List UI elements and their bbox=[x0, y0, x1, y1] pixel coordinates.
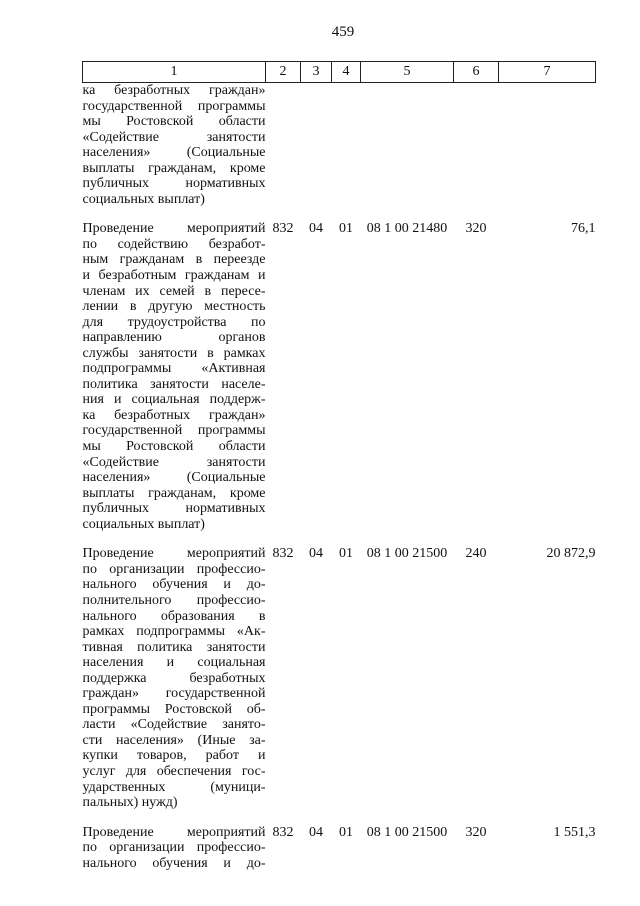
description-line: выплаты гражданам, кроме bbox=[82, 160, 266, 176]
header-col-1: 1 bbox=[83, 62, 266, 83]
cell-section bbox=[301, 83, 332, 208]
description-line: нального обучения и до- bbox=[82, 855, 266, 871]
description-line: социальных выплат) bbox=[82, 191, 205, 207]
description-line: поддержка безработных bbox=[82, 670, 266, 686]
cell-target-code: 08 1 00 21480 bbox=[366, 221, 448, 237]
row-description bbox=[83, 221, 266, 532]
cell-ministry: 832 bbox=[272, 546, 294, 562]
description-line: политика занятости населе- bbox=[82, 376, 266, 392]
description-line: граждан» государственной bbox=[82, 686, 266, 702]
row-gap-cell bbox=[83, 207, 596, 221]
header-col-4: 4 bbox=[332, 62, 361, 83]
description-line: по организации профессио- bbox=[82, 840, 266, 856]
cell-target-code: 08 1 00 21500 bbox=[366, 546, 448, 562]
description-line: программы Ростовской об- bbox=[82, 701, 266, 717]
table-header-row bbox=[83, 62, 596, 83]
description-line: «Содействие занятости bbox=[82, 454, 266, 470]
description-line: купки товаров, работ и bbox=[82, 748, 266, 764]
cell-amount bbox=[499, 83, 596, 208]
description-line: сти населения» (Иные за- bbox=[82, 732, 266, 748]
cell-section: 04 bbox=[309, 824, 323, 840]
description-line: нального образования в bbox=[82, 608, 266, 624]
row-description bbox=[83, 825, 266, 872]
header-col-2: 2 bbox=[266, 62, 301, 83]
cell-expense-type: 240 bbox=[465, 546, 487, 562]
description-line: ным гражданам в переезде bbox=[82, 252, 266, 268]
description-line: населения» (Социальные bbox=[82, 145, 266, 161]
description-line: полнительного профессио- bbox=[82, 592, 266, 608]
description-line: ка безработных граждан» bbox=[82, 407, 266, 423]
description-line: направлению органов bbox=[82, 330, 266, 346]
description-line: нального обучения и до- bbox=[82, 577, 266, 593]
description-line: населения» (Социальные bbox=[82, 470, 266, 486]
row-gap bbox=[83, 207, 596, 221]
description-line: пальных) нужд) bbox=[82, 795, 178, 811]
description-line: рамках подпрограммы «Ак- bbox=[82, 624, 266, 640]
row-description bbox=[83, 546, 266, 810]
page-number: 459 bbox=[331, 24, 355, 40]
header-col-5: 5 bbox=[361, 62, 454, 83]
description-line: государственной программы bbox=[82, 98, 266, 114]
table-row bbox=[83, 221, 596, 532]
cell-target-code bbox=[361, 83, 454, 208]
description-line: Проведение мероприятий bbox=[82, 221, 266, 237]
row-gap-cell bbox=[83, 811, 596, 825]
description-line: мы Ростовской области bbox=[82, 114, 266, 130]
description-line: и безработным гражданам и bbox=[82, 268, 266, 284]
description-line: Проведение мероприятий bbox=[82, 546, 266, 562]
header-col-6: 6 bbox=[454, 62, 499, 83]
header-col-7: 7 bbox=[499, 62, 596, 83]
cell-expense-type bbox=[454, 83, 499, 208]
table-row bbox=[83, 546, 596, 810]
cell-target-code: 08 1 00 21500 bbox=[366, 824, 448, 840]
description-line: ка безработных граждан» bbox=[82, 83, 266, 98]
description-line: ния и социальная поддерж- bbox=[82, 392, 266, 408]
description-line: выплаты гражданам, кроме bbox=[82, 485, 266, 501]
description-line: государственной программы bbox=[82, 423, 266, 439]
cell-amount: 76,1 bbox=[571, 221, 596, 237]
description-line: для трудоустройства по bbox=[82, 314, 266, 330]
description-line: подпрограммы «Активная bbox=[82, 361, 266, 377]
cell-subsection: 01 bbox=[339, 824, 353, 840]
cell-subsection: 01 bbox=[339, 221, 353, 237]
description-line: по организации профессио- bbox=[82, 561, 266, 577]
cell-section: 04 bbox=[309, 546, 323, 562]
description-line: Проведение мероприятий bbox=[82, 824, 266, 840]
description-line: ласти «Содействие занято- bbox=[82, 717, 266, 733]
row-description bbox=[83, 83, 266, 208]
cell-subsection bbox=[332, 83, 361, 208]
description-line: мы Ростовской области bbox=[82, 439, 266, 455]
description-line: услуг для обеспечения гос- bbox=[82, 763, 266, 779]
description-line: службы занятости в рамках bbox=[82, 345, 266, 361]
row-gap-cell bbox=[83, 532, 596, 546]
table-row bbox=[83, 83, 596, 208]
table-row bbox=[83, 825, 596, 872]
description-line: социальных выплат) bbox=[82, 516, 205, 532]
row-gap bbox=[83, 811, 596, 825]
budget-table bbox=[82, 61, 596, 871]
description-line: ударственных (муници- bbox=[82, 779, 266, 795]
cell-section: 04 bbox=[309, 221, 323, 237]
table-body bbox=[83, 83, 596, 872]
description-line: лении в другую местность bbox=[82, 299, 266, 315]
cell-ministry bbox=[266, 83, 301, 208]
header-col-3: 3 bbox=[301, 62, 332, 83]
description-line: «Содействие занятости bbox=[82, 129, 266, 145]
description-line: членам их семей в пересе- bbox=[82, 283, 266, 299]
description-line: публичных нормативных bbox=[82, 501, 266, 517]
cell-expense-type: 320 bbox=[465, 221, 487, 237]
cell-amount: 1 551,3 bbox=[553, 824, 596, 840]
description-line: тивная политика занятости bbox=[82, 639, 266, 655]
description-line: публичных нормативных bbox=[82, 176, 266, 192]
row-gap bbox=[83, 532, 596, 546]
cell-subsection: 01 bbox=[339, 546, 353, 562]
cell-amount: 20 872,9 bbox=[546, 546, 596, 562]
description-line: по содействию безработ- bbox=[82, 236, 266, 252]
cell-ministry: 832 bbox=[272, 221, 294, 237]
description-line: населения и социальная bbox=[82, 655, 266, 671]
cell-expense-type: 320 bbox=[465, 824, 487, 840]
cell-ministry: 832 bbox=[272, 824, 294, 840]
